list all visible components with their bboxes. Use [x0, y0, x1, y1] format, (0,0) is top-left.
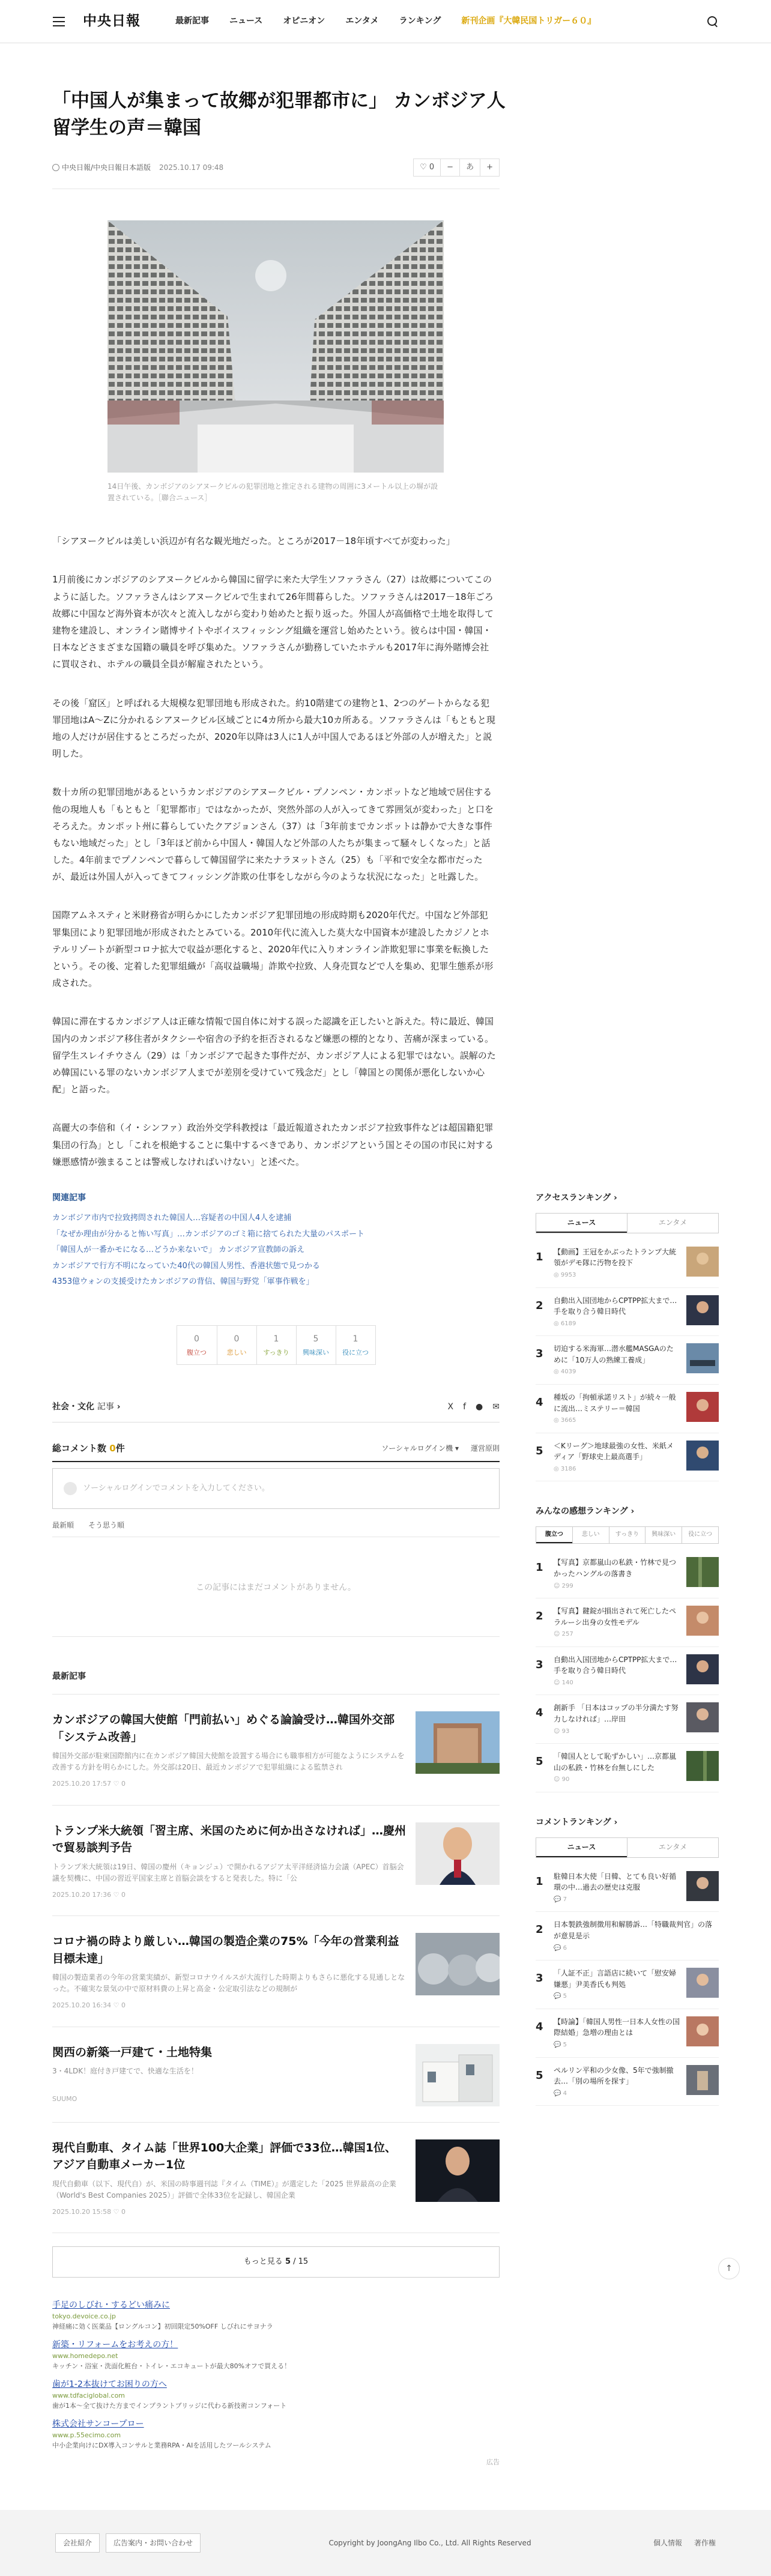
rank-views-value: 7	[563, 1896, 567, 1903]
nav-opinion[interactable]: オピニオン	[283, 16, 325, 26]
rank-views-value: 3665	[560, 1417, 576, 1424]
news-text	[52, 2044, 407, 2106]
reaction-count: 0	[234, 1334, 240, 1344]
share-row	[52, 1401, 500, 1423]
latest-heading: 最新記事	[52, 1670, 500, 1695]
reaction-ranking-heading[interactable]: みんなの感想ランキング ›	[536, 1507, 635, 1517]
rank-title: ペルリン平和の少女像、5年で強制撤去…「別の場所を探す」	[554, 2066, 674, 2086]
article-date: 2025.10.17 09:48	[159, 163, 224, 172]
font-increase-button[interactable]: +	[480, 159, 499, 176]
footer-company-button[interactable]: 会社紹介	[55, 2533, 100, 2553]
article-paragraph: 「シアヌークビルは美しい浜辺が有名な観光地だった。ところが2017－18年頃すべてが変わった」	[52, 536, 455, 547]
rank-title: 「韓国人として恥ずかしい」…京都嵐山の私鉄・竹林を台無しにした	[554, 1752, 677, 1772]
news-title[interactable]: カンボジアの韓国大使館「門前払い」めぐる論論受け…韓国外交部「システム改善」	[52, 1713, 395, 1744]
reaction-panel	[52, 1325, 500, 1365]
rank-title: 【動画】王冠をかぶったトランプ大統領がデモ隊に汚物を投下	[554, 1247, 677, 1268]
ad-url: www.p.55ecimo.com	[52, 2431, 121, 2440]
reaction-interesting[interactable]	[296, 1326, 336, 1364]
x-share-icon[interactable]: X	[447, 1401, 454, 1412]
rank-number: 4	[536, 2020, 543, 2033]
rank-text	[554, 1751, 680, 1785]
empty-comment-message: この記事にはまだコメントがありません。	[52, 1537, 500, 1637]
article-body	[52, 533, 497, 1170]
news-meta: 2025.10.20 16:34 ♡ 0	[52, 2001, 126, 2010]
tab-relief[interactable]: すっきり	[609, 1527, 646, 1543]
like-button[interactable]: ♡ 0	[420, 162, 435, 172]
rank-item[interactable]	[536, 1961, 719, 2009]
page-wrap	[52, 88, 719, 2468]
rank-title: 切迫する米海軍…潜水艦MASGAのために「10万人の熟練工養成」	[554, 1344, 674, 1364]
reaction-label: 腹立つ	[187, 1349, 207, 1357]
tab-news[interactable]: ニュース	[536, 1838, 627, 1857]
comment-ranking-title: コメントランキング	[536, 1817, 611, 1827]
tab-angry[interactable]: 腹立つ	[536, 1527, 572, 1543]
access-tabs	[536, 1213, 719, 1233]
article-paragraph: 国際アムネスティと米財務省が明らかにしたカンボジア犯罪団地の形成時期も2020年代だ。中国など外部犯罪集団により犯罪団地が形成されたとみている。2010年代に流入した莫大な中国資本が建設したカジノとホテルリゾートが新型コロナ拡大で収益が悪化すると、2020年代に入りオンライン詐欺犯罪に事業を転換したという。その後、定着した犯罪組織が「高収益職場」詐欺や拉致、人身売買などで人を集め、犯罪生態系が形成された。	[52, 910, 494, 989]
rank-views-value: 93	[561, 1728, 570, 1735]
rank-thumbnail	[686, 1606, 719, 1636]
rank-number: 1	[536, 1875, 543, 1888]
news-title[interactable]: 現代自動車、タイム誌「世界100大企業」評価で33位…韓国1位、アジア自動車メーカー1位	[52, 2141, 396, 2172]
rank-item[interactable]	[536, 2009, 719, 2058]
rank-text	[554, 1557, 680, 1591]
ad-url: www.tdfaciglobal.com	[52, 2392, 125, 2400]
reaction-ranking	[536, 1505, 719, 1792]
rank-views: 💬 6	[554, 1944, 567, 1952]
news-desc: 3・4LDK！庭付き戸建てで、快適な生活を！	[52, 2067, 198, 2076]
reaction-relief[interactable]	[256, 1326, 296, 1364]
reaction-count: 5	[313, 1334, 319, 1344]
access-rank-list	[536, 1239, 719, 1481]
rank-views-value: 9953	[560, 1272, 576, 1279]
nav-ranking[interactable]: ランキング	[399, 16, 441, 26]
rank-text	[554, 1247, 680, 1280]
site-logo[interactable]: 中央日報	[83, 13, 141, 29]
reaction-label: 興味深い	[303, 1349, 329, 1357]
reaction-rank-list	[536, 1550, 719, 1792]
news-meta: 2025.10.20 15:58 ♡ 0	[52, 2207, 126, 2216]
rank-text	[554, 2016, 680, 2050]
rank-item[interactable]	[536, 1744, 719, 1792]
ad-item[interactable]	[52, 2299, 500, 2332]
rank-text	[554, 1919, 719, 1953]
comment-ranking-heading[interactable]: コメントランキング ›	[536, 1817, 618, 1827]
rank-item[interactable]	[536, 1288, 719, 1337]
more-button[interactable]	[52, 2246, 500, 2278]
rank-views: 💬 7	[554, 1896, 567, 1903]
social-login-label: ソーシャルログイン機	[381, 1444, 453, 1453]
comment-tabs	[536, 1837, 719, 1858]
comment-input[interactable]	[52, 1468, 500, 1509]
comment-placeholder: ソーシャルログインでコメントを入力してください。	[83, 1484, 270, 1493]
rank-views: 💬 5	[554, 1993, 567, 2000]
related-link[interactable]: カンボジアで行方不明になっていた40代の韓国人男性、香港状態で見つかる	[52, 1261, 320, 1271]
news-date: 2025.10.20 15:58	[52, 2207, 112, 2216]
link-share-icon[interactable]: ●	[476, 1401, 483, 1412]
rank-text	[554, 1968, 680, 2001]
rank-number: 4	[536, 1395, 543, 1409]
reaction-count: 1	[352, 1334, 358, 1344]
rank-title: 【写真】鍵錠が損出されて死亡したペラルーシ出身の女性モデル	[554, 1607, 677, 1627]
rank-number: 5	[536, 2069, 543, 2082]
rank-item[interactable]	[536, 1598, 719, 1647]
news-desc: 現代自動車（以下、現代自）が、米国の時事週刊誌『タイム（TIME）』が選定した「2025 世界最高の企業（World's Best Companies 2025）」評価で全体33位を記録し、韓国企業	[52, 2179, 396, 2200]
rank-title: 日本製鉄強制徴用和解勝訴…「特職裁判官」の落が意見是示	[554, 1920, 713, 1941]
rank-views: ◎ 3186	[554, 1465, 576, 1472]
news-item[interactable]	[52, 1806, 500, 1917]
tab-news[interactable]: ニュース	[536, 1214, 627, 1233]
article-paragraph: その後「窟区」と呼ばれる大規模な犯罪団地も形成された。約10階建ての建物と1、2つのゲートからなる犯罪団地はA～Zに分かれるシアヌークビル区域ごとに4カ所から最大10カ所ある。ソファラさんは「もともと現地の人だけが居住するところだったが、2020年以降は3人に1人が中国人であるほど外部の人が増えた」と説明した。	[52, 697, 495, 760]
ad-title[interactable]: 新築・リフォームをお考えの方！	[52, 2340, 178, 2350]
news-title[interactable]: トランプ米大統領「習主席、米国のために何か出さなければ」…慶州で貿易談判予告	[52, 1824, 407, 1855]
reaction-box	[177, 1325, 376, 1365]
ad-item[interactable]	[52, 2339, 500, 2371]
ad-title[interactable]: 歯が1-2本抜けてお困りの方へ	[52, 2380, 167, 2390]
rank-number: 3	[536, 1347, 543, 1361]
reaction-helpful[interactable]	[336, 1326, 375, 1364]
rank-item[interactable]	[536, 1912, 719, 1961]
policy-link[interactable]: 運営原則	[470, 1444, 500, 1453]
content-columns	[52, 1192, 719, 2468]
related-link[interactable]: 「韓国人が一番かモになる…どうか来ないで」 カンボジア宣教師の訴え	[52, 1245, 305, 1255]
font-size-label: あ	[459, 159, 480, 176]
rank-views-value: 4039	[560, 1368, 576, 1376]
rank-thumbnail	[686, 1441, 719, 1471]
rank-item[interactable]	[536, 1239, 719, 1288]
related-heading: 関連記事	[52, 1193, 86, 1203]
rank-item[interactable]	[536, 1385, 719, 1433]
nav-entertainment[interactable]: エンタメ	[345, 16, 379, 26]
news-date: 2025.10.20 17:36	[52, 1890, 112, 1899]
source-icon	[52, 164, 59, 171]
rank-number: 2	[536, 1299, 543, 1312]
facebook-share-icon[interactable]: f	[463, 1401, 467, 1412]
news-likes: 0	[121, 2207, 126, 2216]
source-name: 中央日報/中央日報日本語版	[62, 163, 151, 172]
access-ranking-title: アクセスランキング	[536, 1193, 611, 1203]
rank-item[interactable]	[536, 1550, 719, 1598]
news-text	[52, 1822, 407, 1900]
ad-url: www.homedepo.net	[52, 2352, 118, 2360]
rank-number: 2	[536, 1610, 543, 1622]
menu-icon[interactable]	[53, 17, 65, 26]
main-nav	[175, 15, 596, 28]
rank-title: 駐韓日本大使「日韓、とても良い好循環の中…過去の歴史は克服	[554, 1872, 677, 1892]
tab-interesting[interactable]: 興味深い	[645, 1527, 682, 1543]
rank-text	[554, 2065, 680, 2099]
rank-number: 1	[536, 1561, 543, 1574]
rank-thumbnail	[686, 1654, 719, 1684]
rank-thumbnail	[686, 1247, 719, 1277]
rank-thumbnail	[686, 1557, 719, 1587]
sort-agree[interactable]: そう思う順	[88, 1521, 125, 1530]
news-text	[52, 1711, 407, 1789]
ad-title[interactable]: 手足のしびれ・するどい痛みに	[52, 2300, 170, 2311]
tab-sad[interactable]: 悲しい	[572, 1527, 609, 1543]
search-icon[interactable]	[707, 16, 718, 27]
rank-text	[554, 1702, 680, 1736]
sort-latest[interactable]: 最新順	[52, 1521, 74, 1530]
copyright: Copyright by JoongAng Ilbo Co., Ltd. All Rights Reserved	[328, 2538, 531, 2547]
related-link[interactable]: 4353億ウォンの支援受けたカンボジアの背信、韓国与野党「軍事作戦を」	[52, 1277, 314, 1287]
photo-image	[107, 220, 444, 473]
mail-share-icon[interactable]: ✉	[492, 1401, 500, 1412]
rank-number: 5	[536, 1444, 543, 1457]
news-thumbnail[interactable]	[416, 1711, 500, 1774]
rank-views: 💬 5	[554, 2042, 567, 2048]
reaction-label: すっきり	[263, 1349, 289, 1357]
reaction-ranking-title: みんなの感想ランキング	[536, 1507, 628, 1517]
news-item[interactable]	[52, 2123, 500, 2234]
user-avatar-icon	[64, 1482, 77, 1495]
footer-links	[653, 2538, 716, 2548]
sidebar	[536, 1192, 719, 2468]
article-photo	[107, 220, 444, 504]
ad-url: tokyo.devoice.co.jp	[52, 2312, 116, 2321]
rank-thumbnail	[686, 1392, 719, 1422]
news-thumbnail[interactable]	[416, 1822, 500, 1885]
rank-number: 3	[536, 1972, 543, 1985]
news-thumbnail[interactable]	[416, 1933, 500, 1995]
social-login-link[interactable]: ソーシャルログイン機 ▾	[381, 1444, 459, 1453]
rank-item[interactable]	[536, 1864, 719, 1912]
tab-entertainment[interactable]: エンタメ	[627, 1838, 718, 1857]
rank-thumbnail	[686, 1702, 719, 1732]
comment-rank-list	[536, 1864, 719, 2106]
article-source[interactable]	[52, 162, 151, 173]
nav-news[interactable]: ニュース	[229, 16, 263, 26]
rank-views-value: 6	[563, 1944, 567, 1952]
rank-thumbnail	[686, 1295, 719, 1325]
rank-title: 自動出入国団地からCPTPP拡大まで…手を取り合う韓日時代	[554, 1296, 677, 1316]
category-link[interactable]: 社会・文化 記事 ›	[52, 1401, 121, 1412]
ad-desc: 中小企業向けにDX導入コンサルと業務RPA・AIを活用したツールシステム	[52, 2441, 271, 2449]
rank-text	[554, 1441, 680, 1474]
reaction-count: 1	[273, 1334, 279, 1344]
rank-views: ☺ 299	[554, 1582, 573, 1589]
article-tools	[413, 159, 500, 177]
news-item[interactable]	[52, 1916, 500, 2027]
ad-item[interactable]	[52, 2418, 500, 2451]
share-icons	[448, 1401, 500, 1413]
reaction-label: 悲しい	[226, 1349, 247, 1357]
rank-views-value: 3186	[560, 1465, 576, 1472]
rank-item[interactable]	[536, 1336, 719, 1385]
comment-title-label: 総コメント数	[52, 1442, 107, 1454]
main-column	[52, 1192, 500, 2468]
access-ranking	[536, 1192, 719, 1481]
rank-views-value: 5	[563, 2042, 567, 2048]
reaction-sad[interactable]	[217, 1326, 256, 1364]
comment-ranking	[536, 1816, 719, 2106]
comment-count: 0	[109, 1442, 116, 1454]
rank-item[interactable]	[536, 1695, 719, 1744]
rank-thumbnail	[686, 1968, 719, 1998]
news-text	[52, 1933, 407, 2011]
news-meta: 2025.10.20 17:36 ♡ 0	[52, 1890, 126, 1899]
news-likes: 0	[121, 1780, 126, 1788]
building-illustration	[107, 220, 444, 473]
comment-header	[52, 1442, 500, 1463]
rank-text	[554, 1871, 680, 1905]
rank-thumbnail	[686, 1751, 719, 1781]
rank-views: ☺ 93	[554, 1728, 570, 1735]
comment-tools	[381, 1443, 500, 1454]
article-paragraph: 高麗大の李倍和（イ・シンファ）政治外交学科教授は「最近報道されたカンボジア拉致事件などは超国籍犯罪集団の行為」とし「これを根絶することに集中するべきであり、カンボジアという国とその国の市民に対する嫌悪感情が強まることは警戒しなければいけない」と述べた。	[52, 1122, 494, 1167]
news-thumbnail[interactable]	[416, 2139, 500, 2202]
rank-thumbnail	[686, 1343, 719, 1373]
rank-views-value: 299	[561, 1582, 573, 1589]
news-desc: 韓国の製造業者の今年の営業実績が、新型コロナウイルスが大流行した時期よりもさらに悪化する見通しとなった。不確実な景気の中で原材料費の上昇と高金・公定取引法などの規制が	[52, 1973, 405, 1994]
news-meta: 2025.10.20 17:57 ♡ 0	[52, 1780, 126, 1788]
news-date: 2025.10.20 17:57	[52, 1780, 112, 1788]
ad-desc: 歯が1本～全て抜けた方までインプラントブリッジに代わる新技術コンフォート	[52, 2401, 287, 2410]
rank-title: ＜Kリーグ＞地球最強の女性、米紙メディア「野球史上最高選手」	[554, 1441, 674, 1462]
rank-views: ◎ 6189	[554, 1320, 576, 1327]
ad-desc: 神経痛に効く医薬品【ロングルコン】初回限定50%OFF しびれにサヨナラ	[52, 2322, 273, 2330]
rank-title: 種坂の「拘頓承諾リスト」が続々一般に流出…ミステリー＝韓国	[554, 1392, 676, 1413]
more-sep: /	[290, 2257, 298, 2267]
related-link[interactable]: カンボジア市内で拉致拷問された韓国人…容疑者の中国人4人を逮捕	[52, 1213, 292, 1223]
reaction-tabs	[536, 1526, 719, 1544]
rank-text	[554, 1295, 680, 1329]
ad-title[interactable]: 株式会社サンコープロー	[52, 2419, 144, 2429]
rank-views: ☺ 257	[554, 1631, 573, 1638]
nav-latest[interactable]: 最新記事	[175, 16, 209, 26]
rank-views: ☺ 90	[554, 1776, 570, 1783]
ad-mark[interactable]: 広告	[486, 2458, 500, 2467]
rank-views-value: 5	[563, 1993, 567, 2000]
global-header	[0, 0, 771, 43]
comment-sort	[52, 1520, 500, 1537]
reaction-label: 役に立つ	[342, 1349, 369, 1357]
category-name: 社会・文化	[52, 1401, 94, 1412]
photo-caption: 14日午後、カンボジアのシアヌークビルの犯罪団地と推定される建物の周囲に3メートル以上の塀が設置されている。［聯合ニュース］	[107, 482, 438, 503]
footer-copyright-link[interactable]: 著作権	[694, 2538, 716, 2547]
rank-title: 自動出入国団地からCPTPP拡大まで…手を取り合う韓日時代	[554, 1655, 677, 1675]
news-desc: 韓国外交部が駐柬国際館内に在カンボジア韓国大使館を設置する場合にも職事相方が可能なようにシステムを改善する方針を明らかにした。外交部は20日、最近カンボジアで犯罪組織による監禁され	[52, 1752, 405, 1772]
article-headline: 「中国人が集まって故郷が犯罪都市に」 カンボジア人留学生の声＝韓国	[52, 90, 506, 139]
rank-views-value: 90	[561, 1776, 570, 1783]
nav-special[interactable]: 新刊企画『大韓民国トリガー６０』	[461, 16, 596, 26]
news-text	[52, 2139, 407, 2218]
news-item[interactable]	[52, 1695, 500, 1806]
news-date: SUUMO	[52, 2095, 77, 2103]
rank-text	[554, 1343, 680, 1377]
news-desc: トランプ米大統領は19日、韓国の慶州（キョンジュ）で開かれるアジア太平洋経済協力会議（APEC）首脳会議を契機に、中国の習近平国家主席と首脳会談をすると発表した。特に「公	[52, 1862, 404, 1882]
news-thumbnail[interactable]	[416, 2044, 500, 2106]
rank-number: 5	[536, 1755, 543, 1768]
tab-helpful[interactable]: 役に立つ	[682, 1527, 718, 1543]
rank-thumbnail	[686, 1871, 719, 1901]
rank-title: 「人証不正」言語店に続いて「慰安婦嫌悪」尹美香氏も判処	[554, 1969, 677, 1989]
rank-number: 2	[536, 1923, 543, 1937]
more-page: 5	[285, 2257, 291, 2267]
article-byline	[52, 159, 500, 177]
comment-title-suffix: 件	[115, 1442, 125, 1454]
like-count: 0	[429, 162, 435, 172]
rank-views-value: 140	[561, 1679, 573, 1686]
ad-list	[52, 2299, 500, 2468]
news-likes: 0	[121, 1890, 126, 1899]
rank-text	[554, 1654, 680, 1688]
footer-privacy-link[interactable]: 個人情報	[653, 2538, 682, 2547]
category-suffix: 記事	[97, 1401, 114, 1412]
scroll-top-button[interactable]: ↑	[718, 2258, 740, 2279]
rank-title: 【写真】京都嵐山の私鉄・竹林で見つかったハングルの落書き	[554, 1558, 677, 1578]
news-title[interactable]: コロナ禍の時より厳しい…韓国の製造企業の75%「今年の営業利益目標未達」	[52, 1935, 399, 1965]
reaction-angry[interactable]	[177, 1326, 217, 1364]
rank-item[interactable]	[536, 2058, 719, 2106]
rank-item[interactable]	[536, 1433, 719, 1482]
rank-views-value: 6189	[560, 1320, 576, 1327]
ad-desc: キッチン・浴室・洗面化粧台・トイレ・エコキュートが最大80%オフで買える！	[52, 2362, 291, 2370]
rank-views: 💬 4	[554, 2090, 567, 2097]
rank-number: 4	[536, 1707, 543, 1720]
related-articles	[52, 1192, 500, 1290]
article-paragraph: 韓国に滞在するカンボジア人は正確な情報で国自体に対する誤った認識を正したいと訴えた。特に最近、韓国国内のカンボジア移住者がタクシーや宿舎の予約を拒否されるなど嫌悪の標的となり、苦痛が深まっている。留学生スレイチウさん（29）は「カンボジアで起きた事件だが、カンボジア人による犯罪ではない。誤解のため韓国にいる罪のないカンボジア人までが差別を受けていて残念だ」とし「韓国との関係が悪化しないか心配」と語った。	[52, 1016, 496, 1095]
rank-views-value: 257	[561, 1631, 573, 1638]
rank-views: ◎ 4039	[554, 1368, 576, 1376]
font-decrease-button[interactable]: −	[440, 159, 459, 176]
news-date: 2025.10.20 16:34	[52, 2001, 112, 2010]
rank-title: 創新手 「日本はコップの半分満たす努力しなければ」…岸田	[554, 1704, 679, 1723]
rank-number: 3	[536, 1658, 543, 1671]
rank-title: 【時論】「韓国人男性一日本人女性の国際結婚」急増の理由とは	[554, 2017, 680, 2037]
related-link[interactable]: 「なぜか理由が分かると怖い写真」…カンボジアのゴミ箱に捨てられた大量のパスポート	[52, 1229, 365, 1239]
rank-text	[554, 1392, 680, 1426]
rank-views: ☺ 140	[554, 1679, 573, 1686]
footer-ad-button[interactable]: 広告案内・お問い合わせ	[106, 2533, 201, 2553]
rank-thumbnail	[686, 2065, 719, 2095]
news-likes: 0	[121, 2001, 126, 2010]
rank-views: ◎ 3665	[554, 1417, 576, 1424]
tab-entertainment[interactable]: エンタメ	[627, 1214, 718, 1233]
news-title[interactable]: 関西の新築一戸建て・土地特集	[52, 2045, 213, 2059]
site-footer	[0, 2510, 771, 2576]
rank-views: ◎ 9953	[554, 1272, 576, 1279]
article-paragraph: 数十カ所の犯罪団地があるというカンボジアのシアヌークビル・プノンペン・カンポットなど地域で居住する他の現地人も「もともと「犯罪都市」ではなかったが、突然外部の人が入ってきて雰囲気が変わった」と口をそろえた。カンポット州に暮らしていたクアジョンさん（37）は「3年前までカンポットは静かで大きな事件もない地域だった」とし「3年ほど前から中国人・韓国人など外部の人たちが集まって騒々しくなった」と話した。4年前までプノンペンで暮らして韓国留学に来たナラヌットさん（25）も「平和で安全な都市だったが、最近は外国人が入ってきてフィッシング詐欺の仕事をしながら今のような状況になった」と吐露した。	[52, 787, 494, 883]
article-paragraph: 1月前後にカンボジアのシアヌークビルから韓国に留学に来た大学生ソファラさん（27）は故郷についてこのように話した。ソファラさんはシアヌークビルで生まれて26年間暮らした。ソファラさんは2017－18年ごろ故郷に中国など海外資本が次々と流入しながら変わり始めたと振り返った。外国人が高価格で土地を取得して建物を建設し、オンライン賭博サイトやボイスフィッシング組織を運営し始めたという。彼らは中国・韓国・日本などさまざまな国籍の職員を呼び集めた。ソファラさんが勤務していたホテルも2017年に海外賭博会社に買収され、ホテルの職員全員が解雇されたという。	[52, 574, 494, 670]
rank-number: 1	[536, 1250, 543, 1263]
reaction-count: 0	[194, 1334, 199, 1344]
rank-views-value: 4	[563, 2090, 567, 2097]
news-meta	[52, 2094, 407, 2105]
news-item[interactable]	[52, 2027, 500, 2123]
rank-text	[554, 1606, 680, 1639]
rank-item[interactable]	[536, 1647, 719, 1696]
access-ranking-heading[interactable]: アクセスランキング ›	[536, 1193, 617, 1203]
more-label: もっと見る	[243, 2257, 285, 2267]
more-total: 15	[298, 2257, 309, 2267]
rank-thumbnail	[686, 2016, 719, 2046]
comment-title	[52, 1442, 125, 1456]
ad-item[interactable]	[52, 2378, 500, 2411]
